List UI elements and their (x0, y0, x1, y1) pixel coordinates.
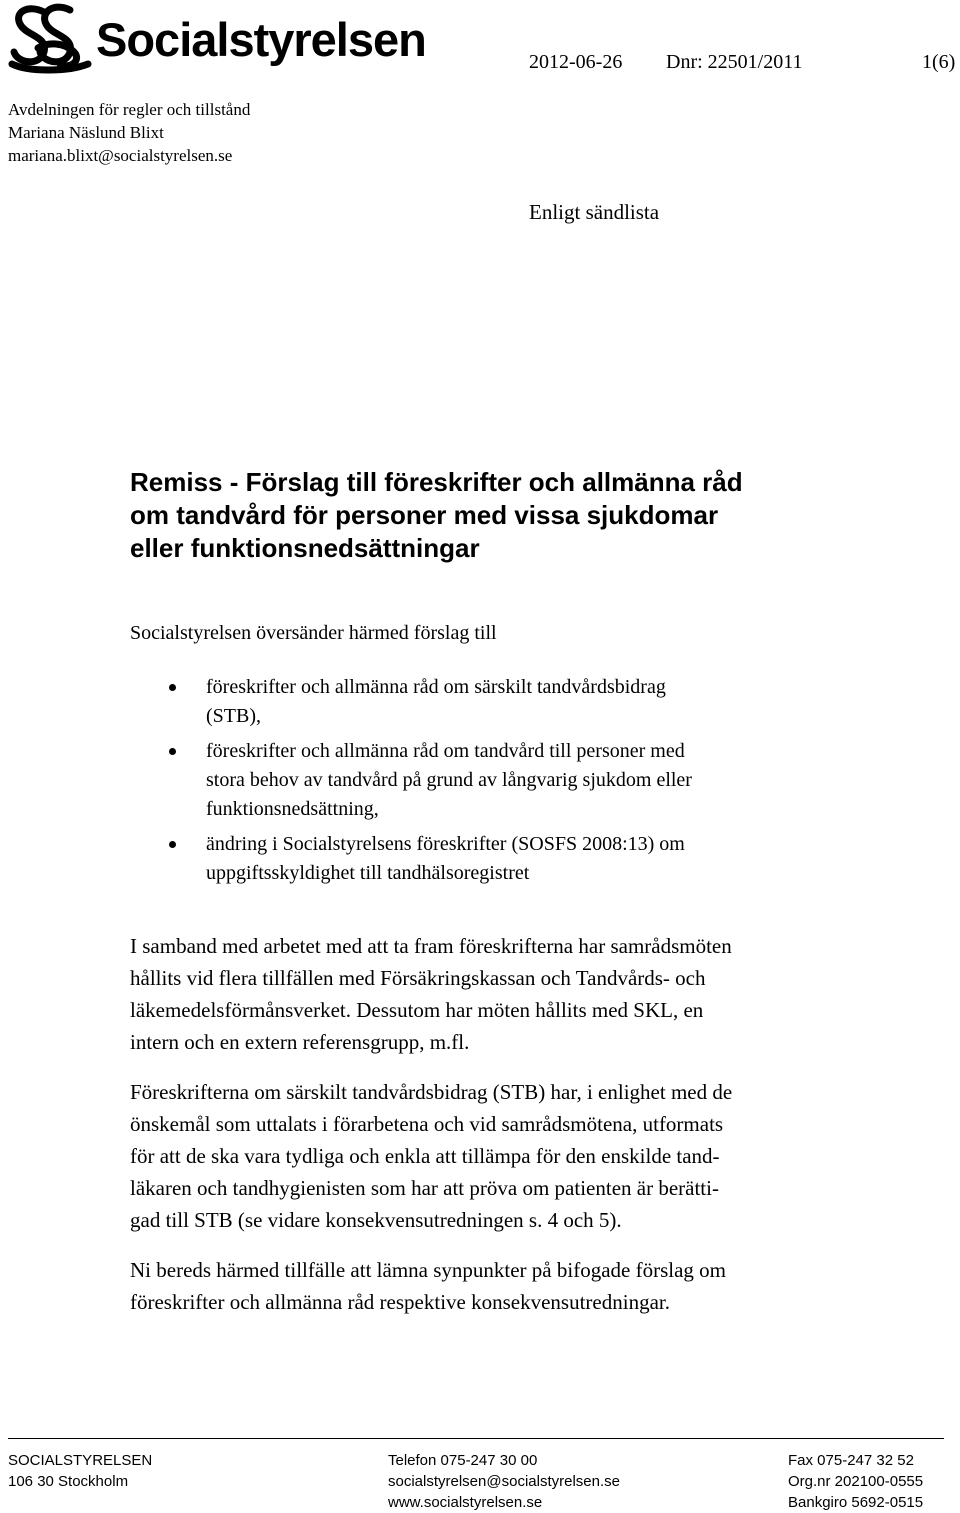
footer-bankgiro: Bankgiro 5692-0515 (788, 1494, 924, 1511)
document-number: Dnr: 22501/2011 (666, 51, 803, 73)
title-line: om tandvård för personer med vissa sjukdomar (130, 500, 719, 530)
paragraph-line: för att de ska vara tydliga och enkla att tillämpa för den enskilde tand- (130, 1144, 720, 1168)
bullet-icon (169, 684, 176, 691)
paragraph-line: Föreskrifterna om särskilt tandvårdsbidrag (STB) har, i enlighet med de (130, 1080, 733, 1104)
logo-emblem-icon (8, 2, 94, 74)
body-paragraph (130, 1254, 830, 1318)
sender-department: Avdelningen för regler och tillstånd (8, 100, 251, 119)
paragraph-line: Ni bereds härmed tillfälle att lämna synpunkter på bifogade förslag om (130, 1258, 726, 1282)
bullet-list (166, 673, 846, 894)
document-date: 2012-06-26 (529, 51, 623, 73)
recipient: Enligt sändlista (529, 200, 660, 224)
list-item-line: ändring i Socialstyrelsens föreskrifter (SOSFS 2008:13) om (206, 833, 685, 855)
body-paragraph (130, 930, 830, 1058)
paragraph-line: läkaren och tandhygienisten som har att pröva om patienten är berätti- (130, 1176, 719, 1200)
bullet-icon (169, 748, 176, 755)
title-line: Remiss - Förslag till föreskrifter och allmänna råd (130, 467, 743, 497)
sender-email[interactable]: mariana.blixt@socialstyrelsen.se (8, 146, 233, 165)
footer-email-link[interactable]: socialstyrelsen@socialstyrelsen.se (388, 1473, 620, 1490)
list-item-line: uppgiftsskyldighet till tandhälsoregistret (206, 862, 530, 884)
list-item-line: föreskrifter och allmänna råd om tandvård till personer med (206, 740, 685, 762)
sender-name: Mariana Näslund Blixt (8, 123, 164, 142)
footer-postal: 106 30 Stockholm (8, 1473, 129, 1490)
socialstyrelsen-logo (8, 2, 426, 74)
paragraph-line: föreskrifter och allmänna råd respektive konsekvensutredningar. (130, 1290, 670, 1314)
list-item-line: funktionsnedsättning, (206, 798, 379, 820)
paragraph-line: hållits vid flera tillfällen med Försäkringskassan och Tandvårds- och (130, 966, 706, 990)
intro-text: Socialstyrelsen översänder härmed förslag till (130, 622, 497, 644)
body-paragraph (130, 1076, 830, 1236)
list-item (166, 737, 846, 824)
footer-contact (388, 1450, 620, 1513)
footer-website-link[interactable]: www.socialstyrelsen.se (388, 1494, 543, 1511)
list-item-line: (STB), (206, 705, 261, 727)
paragraph-line: önskemål som uttalats i förarbetena och vid samrådsmötena, utformats (130, 1112, 724, 1136)
logo-wordmark: Socialstyrelsen (96, 13, 426, 66)
footer-divider (8, 1438, 944, 1439)
paragraph-line: läkemedelsförmånsverket. Dessutom har möten hållits med SKL, en (130, 998, 704, 1022)
paragraph-line: gad till STB (se vidare konsekvensutredningen s. 4 och 5). (130, 1208, 622, 1232)
list-item-line: föreskrifter och allmänna råd om särskilt tandvårdsbidrag (206, 676, 666, 698)
title-line: eller funktionsnedsättningar (130, 533, 480, 563)
bullet-icon (169, 841, 176, 848)
footer-address (8, 1450, 152, 1492)
document-title (130, 466, 850, 565)
sender-block (8, 98, 250, 167)
footer-orgnr: Org.nr 202100-0555 (788, 1473, 924, 1490)
footer-fax: Fax 075-247 32 52 (788, 1452, 914, 1469)
paragraph-line: I samband med arbetet med att ta fram föreskrifterna har samrådsmöten (130, 934, 732, 958)
list-item (166, 830, 846, 888)
footer-org-name: SOCIALSTYRELSEN (8, 1452, 153, 1469)
footer-phone: Telefon 075-247 30 00 (388, 1452, 538, 1469)
footer-registry (788, 1450, 923, 1513)
list-item (166, 673, 846, 731)
page-number: 1(6) (922, 51, 956, 73)
paragraph-line: intern och en extern referensgrupp, m.fl. (130, 1030, 470, 1054)
list-item-line: stora behov av tandvård på grund av långvarig sjukdom eller (206, 769, 692, 791)
